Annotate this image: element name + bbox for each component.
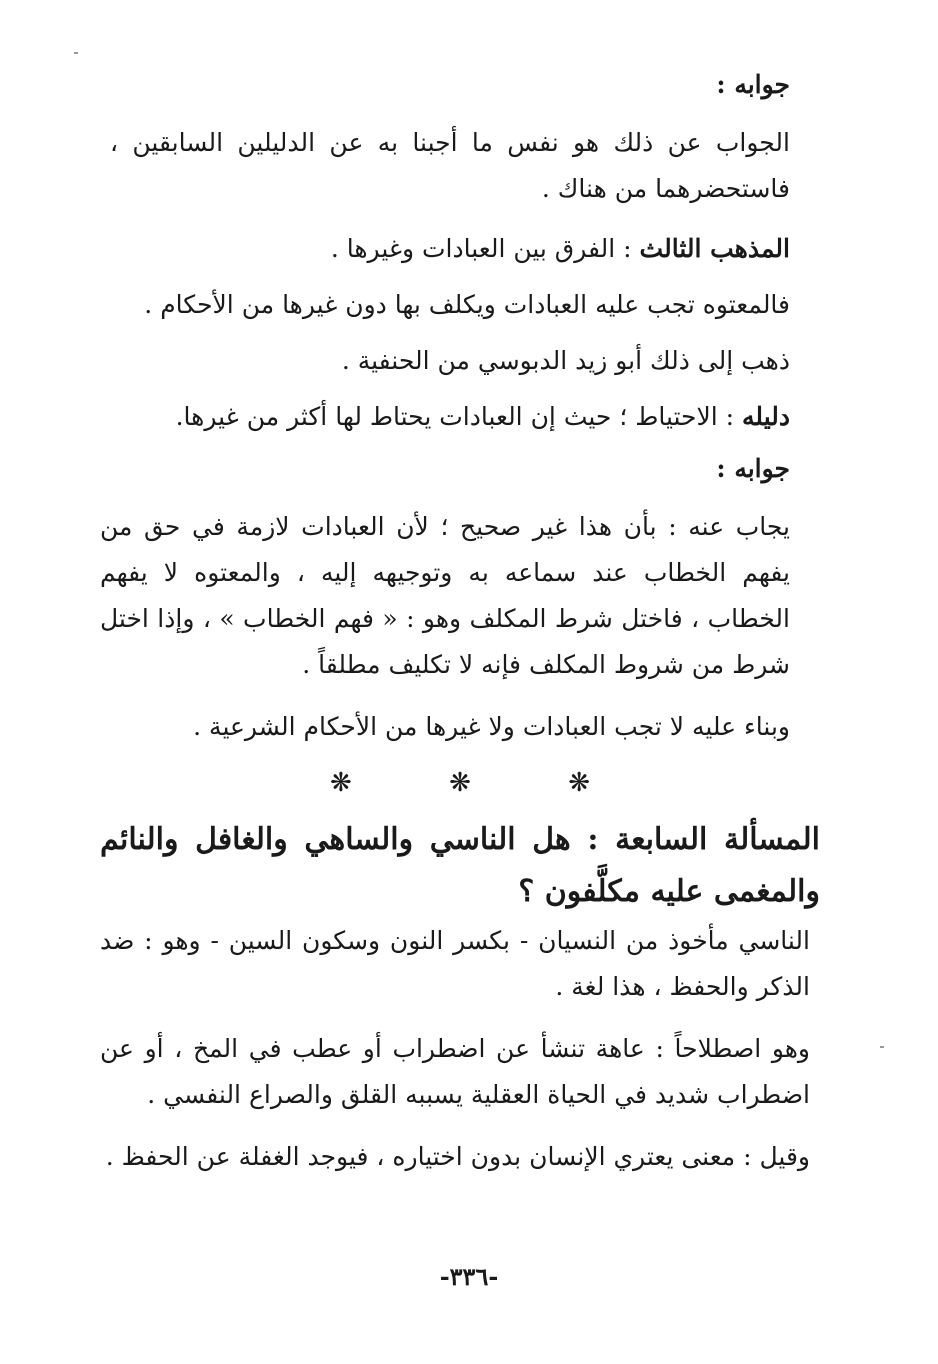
conclusion-paragraph: وبناء عليه لا تجب العبادات ولا غيرها من الأحكام الشرعية . <box>193 712 790 741</box>
margin-mark <box>74 52 78 54</box>
page-number: -٣٣٦- <box>439 1262 499 1291</box>
evidence-line <box>100 394 790 440</box>
answer-label: جوابه : <box>716 454 790 483</box>
third-school-line <box>100 226 790 272</box>
separator-star: ❋ <box>568 768 590 798</box>
third-school-label: المذهب الثالث <box>639 234 790 263</box>
third-school-text: : الفرق بين العبادات وغيرها . <box>330 234 640 263</box>
answer-paragraph: الجواب عن ذلك هو نفس ما أجبنا به عن الدليلين السابقين ، فاستحضرهما من هناك . <box>110 128 790 203</box>
section-heading: المسألة السابعة : هل الناسي والساهي والغافل والنائم والمغمى عليه مكلَّفون ؟ <box>100 822 820 909</box>
answer-paragraph: يجاب عنه : بأن هذا غير صحيح ؛ لأن العبادات لازمة في حق من يفهم الخطاب عند سماعه به وتوجيهه إليه ، والمعتوه لا يفهم الخطاب ، فاختل شرط المكلف وهو : « فهم الخطاب » ، وإذا اختل شرط من شروط المكلف فإنه لا تكليف مطلقاً . <box>100 512 790 679</box>
evidence-label: دليله <box>742 402 790 431</box>
separator-star: ❋ <box>330 768 352 798</box>
section-separator <box>330 768 590 798</box>
third-school-detail: فالمعتوه تجب عليه العبادات ويكلف بها دون غيرها من الأحكام . <box>144 290 790 319</box>
separator-star: ❋ <box>449 768 471 798</box>
third-school-holder: ذهب إلى ذلك أبو زيد الدبوسي من الحنفية . <box>341 346 790 375</box>
technical-definition-paragraph: وهو اصطلاحاً : عاهة تنشأ عن اضطراب أو عطب في المخ ، أو عن اضطراب شديد في الحياة العقلية يسببه القلق والصراع النفسي . <box>100 1034 810 1109</box>
definition-paragraph: الناسي مأخوذ من النسيان - بكسر النون وسكون السين - وهو : ضد الذكر والحفظ ، هذا لغة . <box>100 926 810 1001</box>
evidence-text: : الاحتياط ؛ حيث إن العبادات يحتاط لها أكثر من غيرها. <box>175 402 743 431</box>
margin-mark <box>880 1046 884 1048</box>
answer-label: جوابه : <box>716 70 790 99</box>
other-definition-paragraph: وقيل : معنى يعتري الإنسان بدون اختياره ، فيوجد الغفلة عن الحفظ . <box>105 1142 810 1171</box>
